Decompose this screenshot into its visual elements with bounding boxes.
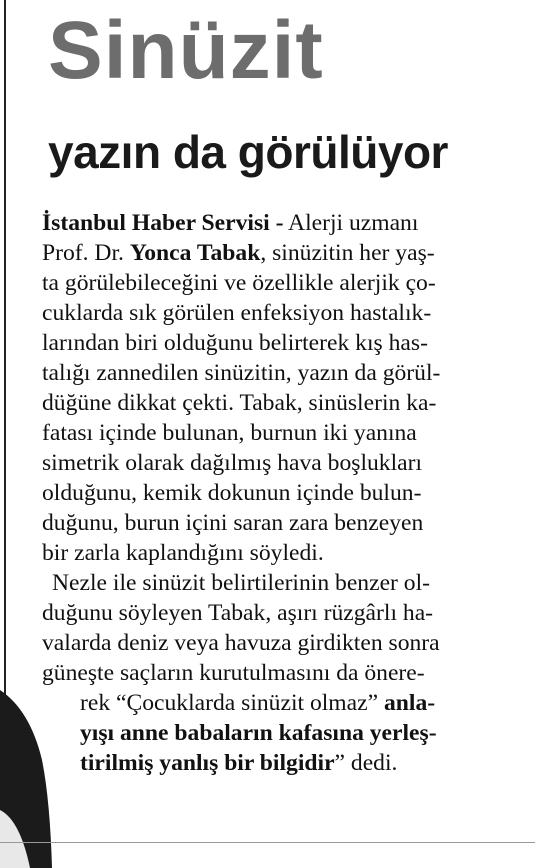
body-line: ta görülebileceğini ve özellikle alerjik ço- xyxy=(42,270,436,296)
body-line: bir zarla kaplandığını söyledi. xyxy=(42,540,324,566)
body-line: valarda deniz veya havuza girdikten sonra xyxy=(42,630,440,656)
body-line: duğunu söyleyen Tabak, aşırı rüzgârlı ha- xyxy=(42,600,434,626)
body-line: Prof. Dr. Yonca Tabak, sinüzitin her yaş- xyxy=(42,240,435,266)
body-line: güneşte saçların kurutulmasını da önere- xyxy=(42,660,425,686)
body-line: olduğunu, kemik dokunun içinde bulun- xyxy=(42,480,422,506)
headline: Sinüzit xyxy=(48,5,324,96)
column-rule xyxy=(4,0,6,700)
body-line: düğüne dikkat çekti. Tabak, sinüslerin ka- xyxy=(42,390,437,416)
body-line: larından biri olduğunu belirterek kış has- xyxy=(42,330,428,356)
body-line: rek “Çocuklarda sinüzit olmaz” anla- xyxy=(80,690,436,716)
body-line: duğunu, burun içini saran zara benzeyen xyxy=(42,510,424,536)
body-line: cuklarda sık görülen enfeksiyon hastalık- xyxy=(42,300,432,326)
body-line: İstanbul Haber Servisi - Alerji uzmanı xyxy=(42,210,419,236)
body-line: Nezle ile sinüzit belirtilerinin benzer ol- xyxy=(52,570,431,596)
bottom-rule xyxy=(0,842,535,843)
body-line: fatası içinde bulunan, burnun iki yanına xyxy=(42,420,417,446)
body-line: talığı zannedilen sinüzitin, yazın da görül- xyxy=(42,360,441,386)
body-line: tirilmiş yanlış bir bilgidir” dedi. xyxy=(80,750,398,776)
body-line: simetrik olarak dağılmış hava boşlukları xyxy=(42,450,423,476)
subheadline: yazın da görülüyor xyxy=(48,126,448,178)
body-line: yışı anne babaların kafasına yerleş- xyxy=(80,720,437,746)
